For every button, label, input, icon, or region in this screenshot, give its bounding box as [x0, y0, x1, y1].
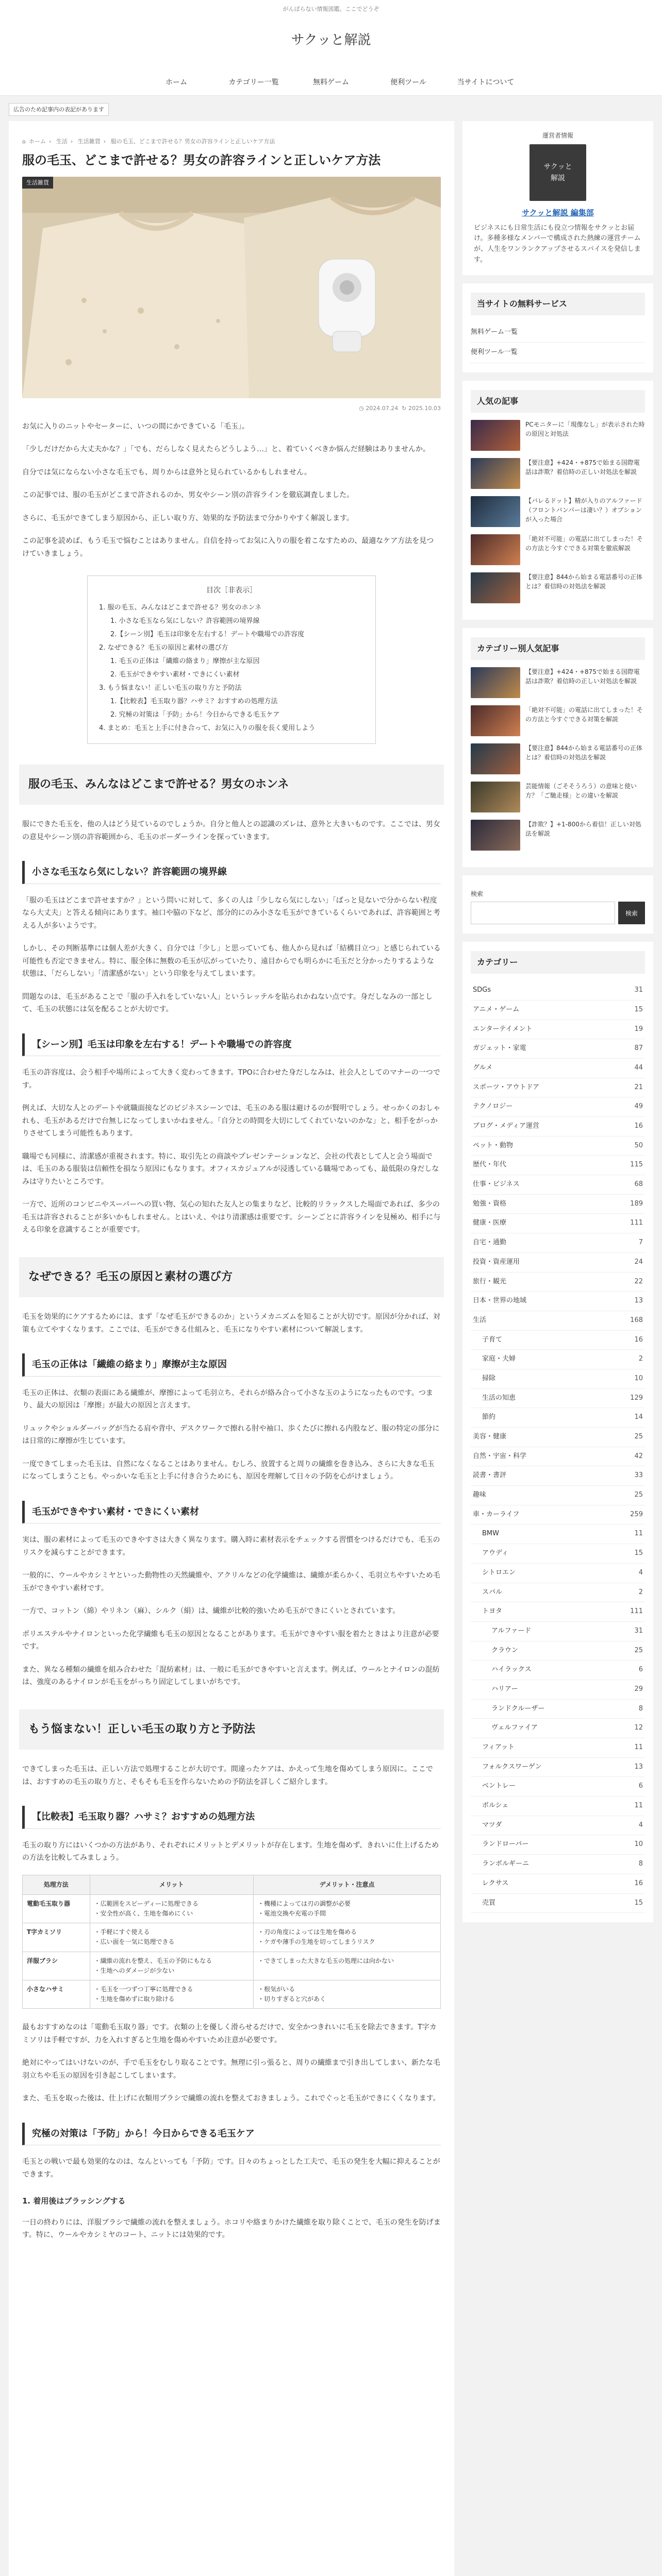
category-count: 7	[638, 1239, 643, 1247]
category-item[interactable]	[471, 1137, 645, 1156]
category-name: 掃除	[482, 1374, 496, 1382]
table-cell: 電動毛玉取り器	[23, 1894, 90, 1923]
eyecatch-image	[22, 177, 441, 398]
category-name: ハイラックス	[491, 1666, 532, 1674]
category-count: 87	[634, 1044, 643, 1053]
post-title[interactable]: 【詐欺？】+1-800から着信！正しい対処法を解説	[525, 821, 641, 838]
table-cell: ・広範囲をスピーディーに処理できる ・安全性が高く、生地を傷めにくい	[90, 1894, 253, 1923]
category-name: 生活	[473, 1316, 487, 1324]
list-item[interactable]	[471, 420, 645, 451]
intro-3: 自分では気にならない小さな毛玉でも、周りからは意外と見られているかもしれません。	[22, 468, 311, 477]
toc-item[interactable]: 4. まとめ：毛玉と上手に付き合って、お気に入りの服を長く愛用しよう	[99, 724, 316, 732]
post-title[interactable]: 【要注意】844から始まる電話番号の正体とは？着信時の対処法を解説	[525, 573, 642, 590]
category-count: 16	[634, 1122, 643, 1130]
author-link[interactable]: サクッと解説 編集部	[522, 208, 594, 218]
category-name: トヨタ	[482, 1607, 503, 1616]
table-cell: ・繊維の流れを整え、毛玉の予防にもなる ・生地へのダメージが少ない	[90, 1952, 253, 1980]
category-count: 111	[630, 1607, 643, 1616]
widget-title: 人気の記事	[471, 390, 645, 413]
post-thumbnail[interactable]	[471, 458, 520, 489]
category-count: 13	[634, 1762, 643, 1771]
paragraph: 一般的に、ウールやカシミヤといった動物性の天然繊維や、アクリルなどの化学繊維は、繊維が柔らかく、毛羽立ちやすいため毛玉ができやすい素材です。	[22, 1571, 440, 1592]
category-count: 8	[638, 1704, 643, 1713]
paragraph: 一度できてしまった毛玉は、自然になくなることはありません。むしろ、放置すると周りの繊維を巻き込み、さらに大きな毛玉になってしまうことも。やっかいな毛玉と上手に付き合うためにも、原因を理解して日々の予防を心がけましょう。	[22, 1460, 435, 1481]
category-count: 6	[638, 1666, 643, 1674]
category-item[interactable]	[471, 1524, 645, 1544]
toc-item[interactable]: 2. なぜできる？毛玉の原因と素材の選び方	[99, 643, 228, 652]
category-count: 42	[634, 1452, 643, 1460]
search-widget	[462, 875, 653, 934]
category-name: 趣味	[473, 1491, 487, 1499]
paragraph: 毛玉の取り方にはいくつかの方法があり、それぞれにメリットとデメリットが存在します。生地を傷めず、きれいに仕上げるための方法を比較してみましょう。	[22, 1841, 439, 1862]
category-item[interactable]	[471, 1117, 645, 1137]
category-count: 16	[634, 1335, 643, 1344]
category-item[interactable]	[471, 1428, 645, 1447]
paragraph: リュックやショルダーバッグが当たる肩や背中、デスクワークで擦れる肘や袖口、歩くたびに擦れる内股など、服の特定の部分には日常的に摩擦が生じています。	[22, 1424, 440, 1446]
breadcrumb: ⌂ ホーム › 生活 › 生活雑貨 › 服の毛玉、どこまで許せる？男女の許容ラインと正しいケア方法	[22, 138, 275, 145]
list-item[interactable]	[471, 667, 645, 698]
category-name: ペット・動物	[473, 1141, 514, 1149]
category-item[interactable]	[471, 1408, 645, 1428]
category-name: ハリアー	[491, 1685, 518, 1693]
category-count: 111	[630, 1219, 643, 1227]
widget-title: カテゴリー別人気記事	[471, 637, 645, 660]
category-name: 節約	[482, 1413, 496, 1421]
category-name: 仕事・ビジネス	[473, 1180, 520, 1189]
category-count: 11	[634, 1530, 643, 1538]
category-item[interactable]	[471, 1350, 645, 1369]
toc-item[interactable]: 1. 毛玉の正体は「繊維の絡まり」摩擦が主な原因	[110, 657, 260, 665]
site-title[interactable]: サクッと解説	[291, 32, 371, 48]
category-count: 6	[638, 1782, 643, 1790]
section-heading: もう悩まない！正しい毛玉の取り方と予防法	[19, 1709, 444, 1750]
category-item[interactable]	[471, 1331, 645, 1350]
post-title[interactable]: 【バレるドット】精が入りのアルファード（フロントバンパーは凄い？）オプションが入った場合	[525, 497, 642, 523]
intro-5: さらに、毛玉ができてしまう原因から、正しい取り方、効果的な予防法まで分かりやすく解説します。	[22, 514, 354, 522]
toc-item[interactable]: 2.【シーン別】毛玉は印象を左右する！デートや職場での許容度	[110, 630, 305, 638]
category-name: BMW	[482, 1530, 499, 1538]
category-widget	[462, 942, 653, 1922]
category-item[interactable]	[471, 1156, 645, 1175]
table-row	[23, 1980, 441, 2008]
category-item[interactable]	[471, 1874, 645, 1894]
post-dates	[22, 403, 441, 413]
category-item[interactable]	[471, 1583, 645, 1603]
widget-title: カテゴリー	[471, 951, 645, 974]
category-count: 50	[634, 1141, 643, 1149]
category-item[interactable]	[471, 1292, 645, 1311]
paragraph: また、異なる種類の繊維を組み合わせた「混紡素材」は、一般に毛玉ができやすいと言えます。例えば、ウールとナイロンの混紡は、強度のあるナイロンが毛玉をがっちり固定してしまいがちです。	[22, 1665, 440, 1687]
category-item[interactable]	[471, 1311, 645, 1331]
subsection-heading: 小さな毛玉なら気にしない？許容範囲の境界線	[22, 861, 441, 884]
refresh-icon: ↻	[402, 404, 407, 412]
category-count: 14	[634, 1413, 643, 1421]
step-heading: 1. 着用後はブラッシングする	[22, 2196, 126, 2206]
category-name: シトロエン	[482, 1568, 516, 1577]
avatar[interactable]	[529, 144, 586, 201]
paragraph: 服にできた毛玉を、他の人はどう見ているのでしょうか。自分と他人との認識のズレは、意外と大きいものです。ここでは、男女の意見やシーン別の許容範囲から、毛玉のボーダーラインを探っていきます。	[22, 820, 440, 841]
category-name: SDGs	[473, 986, 491, 994]
category-item[interactable]	[471, 1389, 645, 1409]
table-cell: ・機種によっては刃の調整が必要 ・電池交換や充電の手間	[253, 1894, 440, 1923]
category-name: フォルクスワーゲン	[482, 1762, 542, 1771]
category-name: 家庭・夫婦	[482, 1355, 516, 1363]
category-name: 車・カーライフ	[473, 1510, 520, 1518]
category-item[interactable]	[471, 1447, 645, 1467]
intro-2: 「少しだけだから大丈夫かな？」「でも、だらしなく見えたらどうしよう…」と、着ていくべきか悩んだ経験はありませんか。	[22, 445, 430, 454]
category-item[interactable]	[471, 1797, 645, 1816]
category-item[interactable]	[471, 1855, 645, 1874]
list-item[interactable]	[471, 743, 645, 774]
category-item[interactable]	[471, 1816, 645, 1836]
updated-date: 2025.10.03	[408, 404, 441, 412]
paragraph: 毛玉の許容度は、会う相手や場所によって大きく変わってきます。TPOに合わせた身だしなみは、社会人としてのマナーの一つです。	[22, 1069, 440, 1090]
category-name: フィアット	[482, 1743, 515, 1751]
paragraph: しかし、その判断基準には個人差が大きく、自分では「少し」と思っていても、他人から見れば「結構目立つ」と感じられている可能性も否定できません。特に、服全体に無数の毛玉が広がっていたり、遠目からでも明らかに毛玉だと分かったりするような状態は、「だらしない」「清潔感がない」という印象を与えてしまいます。	[22, 944, 441, 978]
search-label: 検索	[471, 890, 484, 898]
category-count: 189	[630, 1199, 643, 1208]
category-name: テクノロジー	[473, 1103, 513, 1111]
category-count: 10	[634, 1840, 643, 1849]
category-count: 15	[634, 1549, 643, 1557]
category-count: 2	[638, 1355, 643, 1363]
category-item[interactable]	[471, 1001, 645, 1020]
paragraph: 実は、服の素材によって毛玉のできやすさは大きく異なります。購入時に素材表示をチェックする習慣をつけるだけでも、毛玉のリスクを減らすことができます。	[22, 1536, 440, 1557]
category-name: アニメ・ゲーム	[473, 1005, 520, 1013]
paragraph: 毛玉の正体は、衣類の表面にある繊維が、摩擦によって毛羽立ち、それらが絡み合って小さな玉のようになったものです。つまり、最大の原因は「摩擦」が最大の原因と言えます。	[22, 1388, 433, 1410]
paragraph: 職場でも同様に、清潔感が重視されます。特に、取引先との商談やプレゼンテーションなど、会社の代表として人と会う場面では、毛玉のある服装は信頼性を損なう原因にもなります。オフィスカジュアルが浸透している職場であっても、最低限の身だしなみは守りたいところです。	[22, 1152, 439, 1186]
breadcrumb-life[interactable]: 生活	[56, 138, 68, 145]
category-name: ランボルギーニ	[482, 1860, 529, 1868]
table-of-contents	[87, 575, 376, 744]
post-thumbnail[interactable]	[471, 572, 520, 603]
list-item[interactable]	[471, 458, 645, 489]
table-header: 処理方法	[23, 1875, 90, 1894]
category-item[interactable]	[471, 1466, 645, 1486]
category-name: 読書・書評	[473, 1471, 507, 1480]
category-count: 21	[634, 1083, 643, 1091]
paragraph: 毛玉を効果的にケアするためには、まず「なぜ毛玉ができるのか」というメカニズムを知ることが大切です。原因が分かれば、対策も立てやすくなります。ここでは、毛玉ができる仕組みと、毛玉になりやすい素材について解説します。	[22, 1313, 440, 1334]
category-count: 44	[634, 1063, 643, 1072]
category-name: 売買	[482, 1899, 496, 1907]
list-item[interactable]	[471, 705, 645, 736]
category-count: 11	[634, 1802, 643, 1810]
nav-free-games[interactable]: 無料ゲーム	[313, 78, 349, 87]
comparison-table	[22, 1875, 441, 2009]
home-icon: ⌂	[22, 138, 26, 145]
category-item[interactable]	[471, 1233, 645, 1253]
category-count: 68	[634, 1180, 643, 1189]
category-item[interactable]	[471, 1622, 645, 1641]
category-count: 25	[634, 1646, 643, 1654]
nav-about[interactable]: 当サイトについて	[457, 78, 515, 87]
breadcrumb-goods[interactable]: 生活雑貨	[77, 138, 101, 145]
category-item[interactable]	[471, 1039, 645, 1059]
category-name: グルメ	[473, 1063, 493, 1072]
ad-notice: 広告のため記事内の表記があります	[9, 103, 109, 116]
table-header: デメリット・注意点	[253, 1875, 440, 1894]
subsection-heading: 【比較表】毛玉取り器？ハサミ？おすすめの処理方法	[22, 1806, 441, 1829]
paragraph: 毛玉との戦いで最も効果的なのは、なんといっても「予防」です。日々のちょっとした工夫で、毛玉の発生を大幅に抑えることができます。	[22, 2158, 440, 2179]
toc-title[interactable]: 目次［非表示］	[206, 586, 257, 595]
category-popular-widget	[462, 628, 653, 867]
table-row	[23, 1952, 441, 1980]
subsection-heading: 【シーン別】毛玉は印象を左右する！デートや職場での許容度	[22, 1033, 441, 1057]
post-thumbnail[interactable]	[471, 534, 520, 565]
category-name: 生活の知恵	[482, 1394, 516, 1402]
intro-1: お気に入りのニットやセーターに、いつの間にかできている「毛玉」。	[22, 422, 249, 431]
subsection-heading: 毛玉ができやすい素材・できにくい素材	[22, 1501, 441, 1524]
category-item[interactable]	[471, 1660, 645, 1680]
category-name: ベントレー	[482, 1782, 516, 1790]
category-count: 31	[634, 986, 643, 994]
category-name: 美容・健康	[473, 1433, 507, 1440]
breadcrumb-current: 服の毛玉、どこまで許せる？男女の許容ラインと正しいケア方法	[110, 138, 275, 145]
category-count: 4	[638, 1821, 643, 1829]
nav-home[interactable]: ホーム	[166, 78, 187, 87]
category-item[interactable]	[471, 1564, 645, 1583]
category-name: ボルシェ	[482, 1802, 509, 1810]
category-list	[471, 981, 645, 1913]
breadcrumb-home[interactable]: ホーム	[28, 138, 46, 145]
sweater-illustration	[22, 177, 441, 398]
paragraph: 「服の毛玉はどこまで許せますか？」という問いに対して、多くの人は「少しなら気にしない」「ぱっと見ないで分からない程度なら大丈夫」と答える傾向にあります。袖口や脇の下など、部分的にのみ小さな毛玉ができているくらいであれば、許容範囲と考える人が多いようです。	[22, 896, 440, 930]
category-name: 旅行・観光	[473, 1277, 507, 1285]
category-name: クラウン	[491, 1646, 519, 1654]
category-item[interactable]	[471, 1758, 645, 1777]
category-count: 115	[630, 1161, 643, 1169]
subsection-heading: 究極の対策は「予防」から！今日からできる毛玉ケア	[22, 2123, 441, 2146]
category-name: スバル	[482, 1588, 503, 1596]
category-item[interactable]	[471, 1777, 645, 1797]
category-item[interactable]	[471, 1680, 645, 1700]
page-title: 服の毛玉、どこまで許せる？男女の許容ラインと正しいケア方法	[22, 152, 381, 167]
category-name: 歴代・年代	[473, 1161, 507, 1169]
paragraph: 例えば、大切な人とのデートや就職面接などのビジネスシーンでは、毛玉のある服は避けるのが賢明でしょう。せっかくのおしゃれも、毛玉があるだけで台無しになってしまいかねません。「自分との時間を大切にしてくれていないのかな」と、相手をがっかりさせてしまう可能性もあります。	[22, 1104, 441, 1138]
paragraph: できてしまった毛玉は、正しい方法で処理することが大切です。間違ったケアは、かえって生地を傷めてしまう原因に。ここでは、おすすめの毛玉の取り方と、そもそも毛玉を作らないための予防法を詳しくご紹介します。	[22, 1765, 433, 1786]
post-thumbnail[interactable]	[471, 820, 520, 851]
avatar-text: サクッと 解説	[543, 162, 572, 183]
post-thumbnail[interactable]	[471, 782, 520, 812]
category-name: 日本・世界の地域	[473, 1297, 527, 1305]
category-name: アルファード	[491, 1626, 532, 1635]
category-name: 自宅・通勤	[473, 1239, 507, 1247]
category-item[interactable]	[471, 1369, 645, 1389]
category-item[interactable]	[471, 1700, 645, 1719]
category-count: 31	[634, 1626, 643, 1635]
category-item[interactable]	[471, 1214, 645, 1233]
category-name: ガジェット・家電	[473, 1044, 526, 1053]
category-count: 29	[634, 1685, 643, 1693]
list-item[interactable]	[471, 496, 645, 527]
author-widget	[462, 121, 653, 275]
table-cell: ・根気がいる ・切りすぎると穴があく	[253, 1980, 440, 2008]
post-thumbnail[interactable]	[471, 496, 520, 527]
popular-widget	[462, 381, 653, 620]
category-item[interactable]	[471, 1020, 645, 1040]
sidebar	[462, 121, 653, 1930]
table-cell: ・手軽にすぐ使える ・広い面を一気に処理できる	[90, 1923, 253, 1952]
author-description: ビジネスにも日常生活にも役立つ情報をサクッとお届け。多種多様なメンバーで構成された熱練の運営チームが、人生をワンランクアップさせるスパイスを発信します。	[474, 224, 641, 264]
post-title[interactable]: 【要注意】844から始まる電話番号の正体とは？着信時の対処法を解説	[525, 744, 642, 761]
category-item[interactable]	[471, 1097, 645, 1117]
category-count: 25	[634, 1491, 643, 1499]
category-count: 24	[634, 1258, 643, 1266]
toc-item[interactable]: 1. 小さな毛玉なら気にしない？許容範囲の境界線	[110, 617, 260, 625]
category-item[interactable]	[471, 1486, 645, 1505]
nav-categories[interactable]: カテゴリー一覧	[228, 78, 279, 87]
section-heading: 服の毛玉、みんなはどこまで許せる？男女のホンネ	[19, 765, 444, 805]
category-name: エンターテイメント	[473, 1025, 533, 1033]
toc-item[interactable]: 1.【比較表】毛玉取り器？ハサミ？おすすめの処理方法	[110, 697, 278, 705]
table-cell: T字カミソリ	[23, 1923, 90, 1952]
paragraph: 問題なのは、毛玉があることで「服の手入れをしていない人」というレッテルを貼られかねない点です。身だしなみの一部として、毛玉の状態には気を配ることが大切です。	[22, 992, 433, 1014]
table-cell: ・毛玉を一つずつ丁寧に処理できる ・生地を傷めずに取り除ける	[90, 1980, 253, 2008]
category-item[interactable]	[471, 1175, 645, 1195]
category-item[interactable]	[471, 1602, 645, 1622]
post-title[interactable]: 「絶対不可能」の電話に出てしまった！その方法と今すぐできる対策を解説	[525, 706, 643, 723]
list-item[interactable]	[471, 820, 645, 851]
published-date: 2024.07.24	[366, 404, 399, 412]
list-item[interactable]	[471, 782, 645, 812]
category-name: ヴェルファイア	[491, 1724, 538, 1732]
post-title[interactable]: 【要注意】+424・+875で始まる国際電話は詐欺？着信時の正しい対処法を解説	[525, 459, 640, 476]
top-tagline: がんばらない情報図鑑。ここでどうぞ	[0, 0, 662, 15]
category-count: 8	[638, 1860, 643, 1868]
search-input[interactable]	[471, 902, 615, 924]
global-nav	[0, 69, 662, 96]
toc-item[interactable]: 3. もう悩まない！正しい毛玉の取り方と予防法	[99, 684, 242, 692]
tools-link[interactable]: 便利ツール一覧	[471, 343, 645, 363]
toc-item[interactable]: 2. 究極の対策は「予防」から！今日からできる毛玉ケア	[110, 710, 280, 719]
category-name: アウディ	[482, 1549, 508, 1557]
category-count: 33	[634, 1471, 643, 1480]
toc-item[interactable]: 1. 服の毛玉、みんなはどこまで許せる？男女のホンネ	[99, 603, 262, 612]
post-title[interactable]: 「絶対不可能」の電話に出てしまった！その方法と今すぐできる対策を徹底解説	[525, 535, 643, 552]
category-count: 168	[630, 1316, 643, 1324]
paragraph: 一方で、近所のコンビニやスーパーへの買い物、気心の知れた友人との集まりなど、比較的リラックスした場面であれば、多少の毛玉は許容されることが多いかもしれません。とはいえ、やはり清潔感は重要です。シーンごとに許容ラインを見極め、相手に与える印象を意識することが重要です。	[22, 1200, 441, 1234]
category-item[interactable]	[471, 1253, 645, 1273]
post-thumbnail[interactable]	[471, 667, 520, 698]
article-main	[9, 121, 454, 2576]
category-name: マツダ	[482, 1821, 502, 1829]
paragraph: また、毛玉を取った後は、仕上げに衣類用ブラシで繊維の流れを整えておきましょう。これでぐっと毛玉ができにくくなります。	[22, 2094, 440, 2103]
category-item[interactable]	[471, 1273, 645, 1292]
table-header: メリット	[90, 1875, 253, 1894]
search-button[interactable]: 検索	[618, 902, 645, 924]
category-count: 19	[634, 1025, 643, 1033]
category-count: 16	[634, 1879, 643, 1887]
category-count: 25	[634, 1433, 643, 1440]
paragraph: 絶対にやってはいけないのが、手で毛玉をむしり取ることです。無理に引っ張ると、周りの繊維まで引き出してしまい、新たな毛羽立ちや毛玉の原因を引き起こしてしまいます。	[22, 2059, 440, 2080]
free-games-link[interactable]: 無料ゲーム一覧	[471, 323, 645, 343]
category-count: 22	[634, 1277, 643, 1285]
post-title[interactable]: PCモニターに「現像なし」が表示された時の原因と対処法	[525, 421, 645, 438]
table-row	[23, 1923, 441, 1952]
paragraph: 一日の終わりには、洋服ブラシで繊維の流れを整えましょう。ホコリや絡まりかけた繊維を取り除くことで、毛玉の発生を防げます。特に、ウールやカシミヤのコート、ニットには効果的です。	[22, 2218, 441, 2239]
category-item[interactable]	[471, 1738, 645, 1758]
author-role: 運営者情報	[542, 132, 573, 140]
section-heading: なぜできる？毛玉の原因と素材の選び方	[19, 1257, 444, 1298]
category-count: 15	[634, 1899, 643, 1907]
clock-icon: ◷	[359, 404, 364, 412]
subsection-heading: 毛玉の正体は「繊維の絡まり」摩擦が主な原因	[22, 1353, 441, 1377]
list-item[interactable]	[471, 572, 645, 603]
category-count: 10	[634, 1374, 643, 1382]
intro-6: この記事を読めば、もう毛玉で悩むことはありません。自信を持ってお気に入りの服を着こなすための、最適なケア方法を見つけていきましょう。	[22, 537, 434, 558]
table-cell: 洋服ブラシ	[23, 1952, 90, 1980]
category-name: 投資・資産運用	[473, 1258, 520, 1266]
site-header	[0, 15, 662, 69]
paragraph: 一方で、コットン（綿）やリネン（麻）、シルク（絹）は、繊維が比較的強いため毛玉ができにくいとされています。	[22, 1607, 400, 1616]
paragraph: 最もおすすめなのは「電動毛玉取り器」です。衣類の上を優しく滑らせるだけで、安全かつきれいに毛玉を除去できます。T字カミソリは手軽ですが、力を入れすぎると生地を傷めやすいため注意が必要です。	[22, 2023, 437, 2044]
category-name: 健康・医療	[473, 1219, 507, 1227]
category-item[interactable]	[471, 1641, 645, 1661]
category-count: 2	[638, 1588, 643, 1596]
category-count: 15	[634, 1005, 643, 1013]
post-thumbnail[interactable]	[471, 705, 520, 736]
category-count: 13	[634, 1297, 643, 1305]
category-name: 子育て	[482, 1335, 503, 1344]
category-name: スポーツ・アウトドア	[473, 1083, 540, 1091]
category-item[interactable]	[471, 1195, 645, 1214]
post-title[interactable]: 芸能情報（ごそそうろう）の意味と使い方？「ご馳走様」との違いを解説	[525, 783, 637, 800]
category-count: 129	[630, 1394, 643, 1402]
post-thumbnail[interactable]	[471, 420, 520, 451]
post-thumbnail[interactable]	[471, 743, 520, 774]
category-item[interactable]	[471, 1894, 645, 1913]
category-name: ランドローバー	[482, 1840, 529, 1849]
category-name: レクサス	[482, 1879, 509, 1887]
category-item[interactable]	[471, 1544, 645, 1564]
table-cell: 小さなハサミ	[23, 1980, 90, 2008]
post-title[interactable]: 【要注意】+424・+875で始まる国際電話は詐欺？着信時の正しい対処法を解説	[525, 668, 640, 685]
category-count: 12	[634, 1724, 643, 1732]
nav-tools[interactable]: 便利ツール	[390, 78, 426, 87]
category-name: 自然・宇宙・科学	[473, 1452, 527, 1460]
toc-item[interactable]: 2. 毛玉ができやすい素材・できにくい素材	[110, 670, 240, 679]
category-item[interactable]	[471, 1505, 645, 1525]
category-item[interactable]	[471, 1719, 645, 1738]
category-item[interactable]	[471, 1078, 645, 1098]
intro-4: この記事では、服の毛玉がどこまで許されるのか、男女やシーン別の許容ラインを徹底調査しました。	[22, 491, 354, 500]
category-label[interactable]: 生活雑貨	[22, 177, 53, 189]
free-services-widget	[462, 283, 653, 373]
category-count: 49	[634, 1103, 643, 1111]
category-item[interactable]	[471, 1835, 645, 1855]
category-count: 4	[638, 1568, 643, 1577]
list-item[interactable]	[471, 534, 645, 565]
category-item[interactable]	[471, 1059, 645, 1078]
category-name: ランドクルーザー	[491, 1704, 545, 1713]
widget-title: 当サイトの無料サービス	[471, 293, 645, 315]
table-row	[23, 1894, 441, 1923]
table-cell: ・できてしまった大きな毛玉の処理には向かない	[253, 1952, 440, 1980]
paragraph: ポリエステルやナイロンといった化学繊維も毛玉の原因となることがあります。毛玉ができやすい服を着たときはより注意が必要です。	[22, 1630, 439, 1651]
category-item[interactable]	[471, 981, 645, 1001]
category-count: 259	[630, 1510, 643, 1518]
category-name: 勉強・資格	[473, 1199, 507, 1208]
category-name: ブログ・メディア運営	[473, 1122, 539, 1130]
category-count: 11	[634, 1743, 643, 1751]
table-cell: ・刃の角度によっては生地を傷める ・ケガや薄手の生地を切ってしまうリスク	[253, 1923, 440, 1952]
